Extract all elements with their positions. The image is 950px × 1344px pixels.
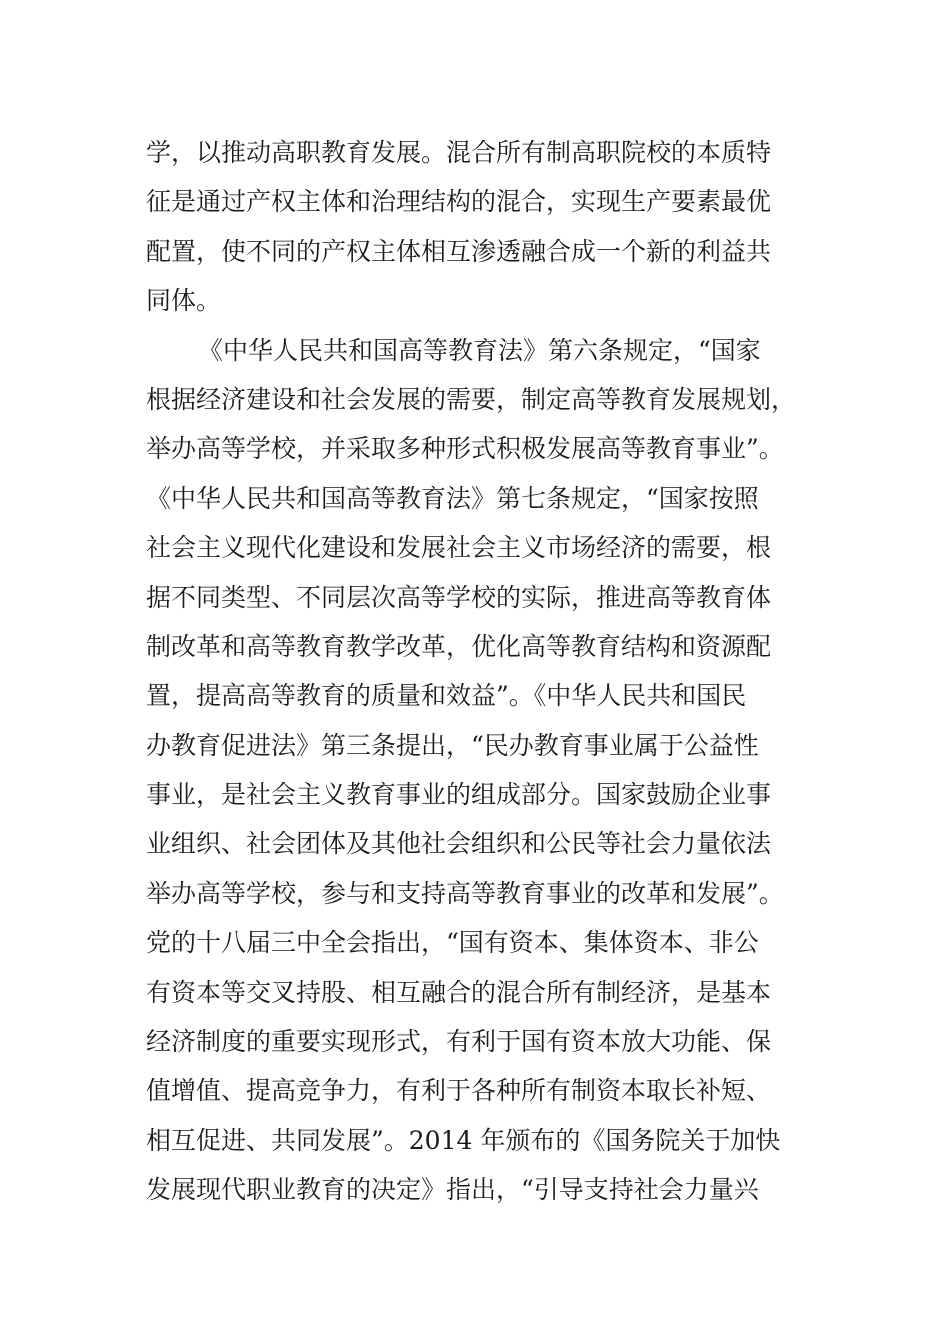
text-line: 配置，使不同的产权主体相互渗透融合成一个新的利益共 xyxy=(146,236,772,266)
text-line: 业组织、社会团体及其他社会组织和公民等社会力量依法 xyxy=(146,829,772,859)
text-line: 根据经济建设和社会发展的需要，制定高等教育发展规划， xyxy=(146,384,797,414)
text-line: 学，以推动高职教育发展。混合所有制高职院校的本质特 xyxy=(146,138,772,167)
text-line: 据不同类型、不同层次高等学校的实际，推进高等教育体 xyxy=(146,582,772,612)
text-line: 有资本等交叉持股、相互融合的混合所有制经济，是基本 xyxy=(146,977,772,1007)
text-line: 经济制度的重要实现形式，有利于国有资本放大功能、保 xyxy=(146,1027,772,1057)
body-text xyxy=(146,128,806,1215)
text-line: 相互促进、共同发展”。2014 年颁布的《国务院关于加快 xyxy=(146,1125,781,1155)
paragraph-first-line: 《中华人民共和国高等教育法》第六条规定，“国家 xyxy=(198,335,761,365)
text-line: 办教育促进法》第三条提出，“民办教育事业属于公益性 xyxy=(146,730,759,760)
text-line: 举办高等学校，并采取多种形式积极发展高等教育事业”。 xyxy=(146,434,784,464)
text-line: 事业，是社会主义教育事业的组成部分。国家鼓励企业事 xyxy=(146,780,772,810)
text-line: 值增值、提高竞争力，有利于各种所有制资本取长补短、 xyxy=(146,1076,772,1106)
text-line: 制改革和高等教育教学改革，优化高等教育结构和资源配 xyxy=(146,631,772,661)
text-line: 社会主义现代化建设和发展社会主义市场经济的需要，根 xyxy=(146,533,772,563)
text-line: 置，提高高等教育的质量和效益”。《中华人民共和国民 xyxy=(146,681,747,711)
text-line: 党的十八届三中全会指出，“国有资本、集体资本、非公 xyxy=(146,928,759,958)
text-line: 发展现代职业教育的决定》指出，“引导支持社会力量兴 xyxy=(146,1175,759,1205)
text-line: 《中华人民共和国高等教育法》第七条规定，“国家按照 xyxy=(146,483,759,513)
text-line: 同体。 xyxy=(146,286,222,316)
text-line: 举办高等学校，参与和支持高等教育事业的改革和发展”。 xyxy=(146,878,784,908)
text-line: 征是通过产权主体和治理结构的混合，实现生产要素最优 xyxy=(146,187,772,217)
